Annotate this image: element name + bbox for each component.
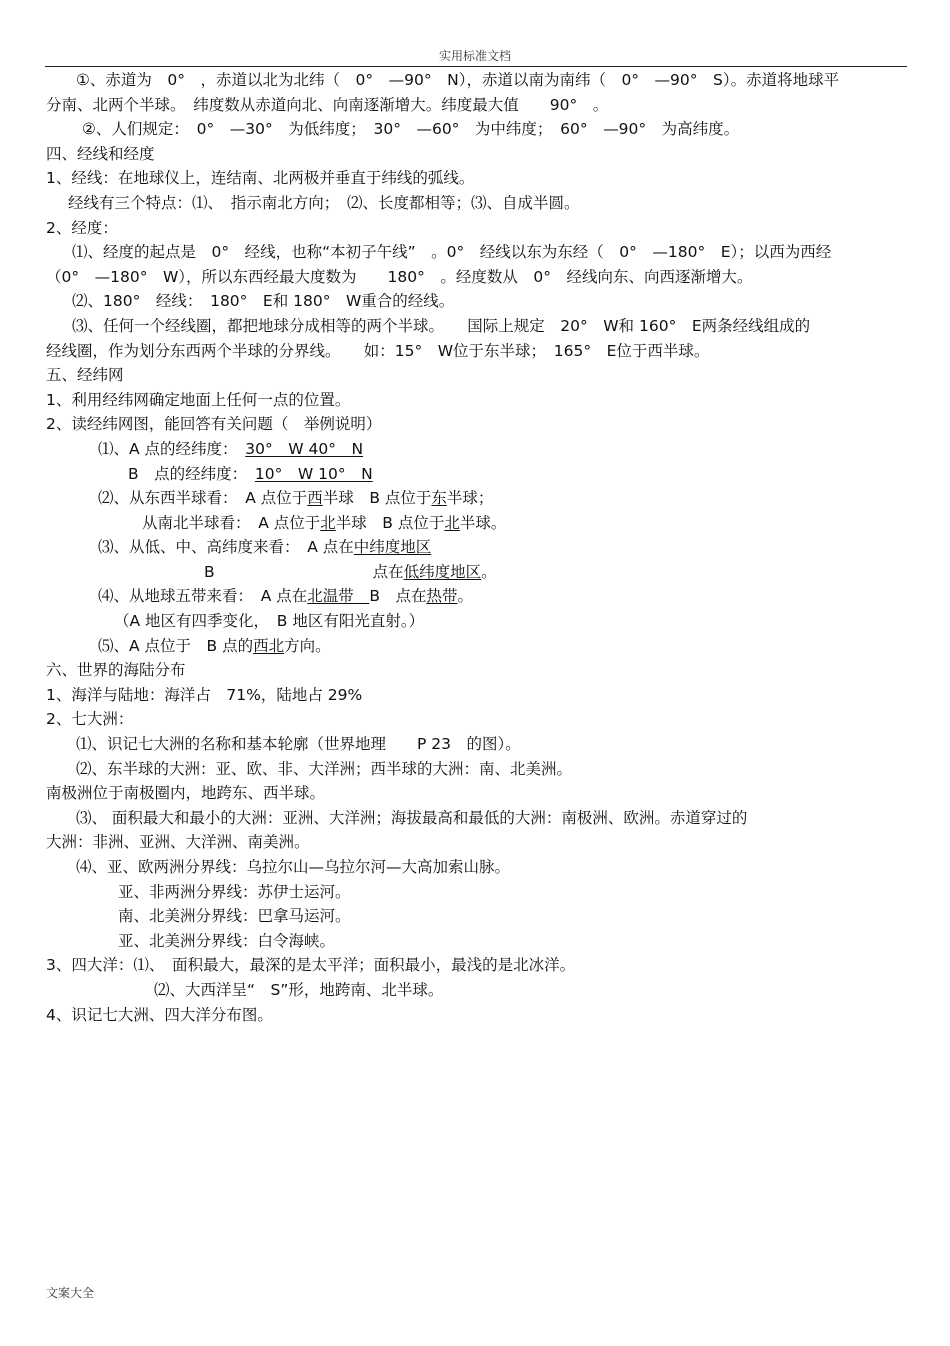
answer-underlined: 西 (307, 489, 323, 508)
text-line: 大洲：非洲、亚洲、大洋洲、南美洲。 (46, 833, 310, 852)
text-line: 2、经度： (46, 218, 118, 237)
text-span: 从南北半球看： A 点位于 (142, 513, 321, 532)
text-span: ⑷、从地球五带来看： A 点在 (98, 587, 308, 606)
text-line: 1、经线：在地球仪上，连结南、北两极并垂直于纬线的弧线。 (46, 169, 475, 188)
text-line (46, 462, 908, 487)
text-line (46, 584, 908, 609)
text-line: 2、七大洲： (46, 710, 134, 729)
text-line: 经线有三个特点：⑴、 指示南北方向； ⑵、长度都相等；⑶、自成半圆。 (68, 193, 580, 212)
text-line (46, 535, 908, 560)
answer-underlined: 北 (320, 513, 336, 532)
text-span: ⑵、从东西半球看： A 点位于 (98, 489, 308, 508)
answer-underlined: 中纬度地区 (353, 538, 432, 557)
answer-underlined: 30° W 40° N (245, 439, 364, 458)
text-line (46, 560, 908, 585)
section-heading: 六、世界的海陆分布 (46, 661, 186, 680)
text-line: 分南、北两个半球。 纬度数从赤道向北、向南逐渐增大。纬度最大值 90° 。 (46, 95, 609, 114)
text-line: （0° —180° W），所以东西经最大度数为 180° 。经度数从 0° 经线向东、向西逐渐增大。 (46, 267, 753, 286)
answer-underlined: 西北 (253, 636, 285, 655)
text-span: 半球； (446, 489, 494, 508)
text-line: ⑷、亚、欧两洲分界线：乌拉尔山—乌拉尔河—大高加索山脉。 (76, 858, 511, 876)
text-line: ①、赤道为 0° ，赤道以北为北纬（ 0° —90° N），赤道以南为南纬（ 0° —90° S）。赤道将地球平 (76, 71, 840, 89)
text-span: 点在 (372, 562, 404, 581)
section-heading: 四、经线和经度 (46, 144, 155, 163)
text-line: ②、人们规定： 0° —30° 为低纬度； 30° —60° 为中纬度； 60° —90° 为高纬度。 (82, 120, 740, 139)
text-span: 半球。 (459, 513, 507, 532)
answer-underlined: 北 (444, 513, 460, 532)
text-line: 1、利用经纬网确定地面上任何一点的位置。 (46, 390, 351, 409)
text-line: ⑶、 面积最大和最小的大洲：亚洲、大洋洲；海拔最高和最低的大洲：南极洲、欧洲。赤道穿过的 (76, 808, 748, 827)
answer-underlined: 北温带 (307, 587, 370, 606)
text-line: ⑴、经度的起点是 0° 经线，也称“本初子午线” 。0° 经线以东为东经（ 0° —180° E）；以西为西经 (72, 243, 832, 262)
section-heading: 五、经纬网 (46, 366, 124, 385)
page-footer: 文案大全 (46, 1286, 95, 1300)
document-body (46, 68, 908, 1027)
text-line (46, 634, 908, 659)
text-line (46, 511, 908, 536)
text-line: 南极洲位于南极圈内，地跨东、西半球。 (46, 784, 326, 803)
text-line: （A 地区有四季变化， B 地区有阳光直射。） (114, 612, 425, 631)
text-line: 经线圈，作为划分东西两个半球的分界线。 如：15° W位于东半球； 165° E位于西半球。 (46, 341, 710, 360)
header-rule (45, 66, 907, 67)
text-line: ⑴、识记七大洲的名称和基本轮廓（世界地理 P 23 的图）。 (76, 735, 521, 754)
text-line: 1、海洋与陆地：海洋占 71%，陆地占 29% (46, 685, 363, 704)
text-span: 。 (457, 587, 473, 606)
text-line: 2、读经纬网图，能回答有关问题（ 举例说明） (46, 415, 382, 434)
text-span: 。 (481, 562, 497, 581)
text-line: ⑵、大西洋呈“ S”形，地跨南、北半球。 (154, 980, 444, 999)
text-span: 半球 B 点位于 (335, 513, 445, 532)
text-line: 南、北美洲分界线：巴拿马运河。 (118, 907, 351, 926)
text-span: ⑸、A 点位于 B 点的 (98, 636, 254, 655)
text-span: ⑴、A 点的经纬度： (98, 439, 246, 458)
text-span: B 点的经纬度： (128, 464, 255, 483)
text-line (46, 437, 908, 462)
text-line: 亚、非两洲分界线：苏伊士运河。 (118, 882, 351, 901)
text-line: ⑵、东半球的大洲：亚、欧、非、大洋洲；西半球的大洲：南、北美洲。 (76, 759, 573, 778)
text-line: 4、识记七大洲、四大洋分布图。 (46, 1005, 273, 1024)
answer-underlined: 热带 (426, 587, 458, 606)
text-line: ⑵、180° 经线： 180° E和 180° W重合的经线。 (72, 292, 455, 311)
answer-underlined: 10° W 10° N (254, 464, 373, 483)
text-line: ⑶、任何一个经线圈，都把地球分成相等的两个半球。 国际上规定 20° W和 160° E两条经线组成的 (72, 316, 811, 335)
text-span: B (204, 562, 215, 581)
text-line (46, 486, 908, 511)
text-span: 方向。 (284, 636, 331, 655)
text-span: 半球 B 点位于 (322, 489, 432, 508)
text-line: 亚、北美洲分界线：白令海峡。 (118, 931, 336, 950)
text-line: 3、四大洋：⑴、 面积最大，最深的是太平洋；面积最小，最浅的是北冰洋。 (46, 956, 576, 975)
page-header: 实用标准文档 (438, 49, 511, 63)
text-span: ⑶、从低、中、高纬度来看： A 点在 (98, 538, 354, 557)
answer-underlined: 低纬度地区 (403, 562, 482, 581)
text-span: B 点在 (369, 587, 427, 606)
answer-underlined: 东 (431, 489, 447, 508)
